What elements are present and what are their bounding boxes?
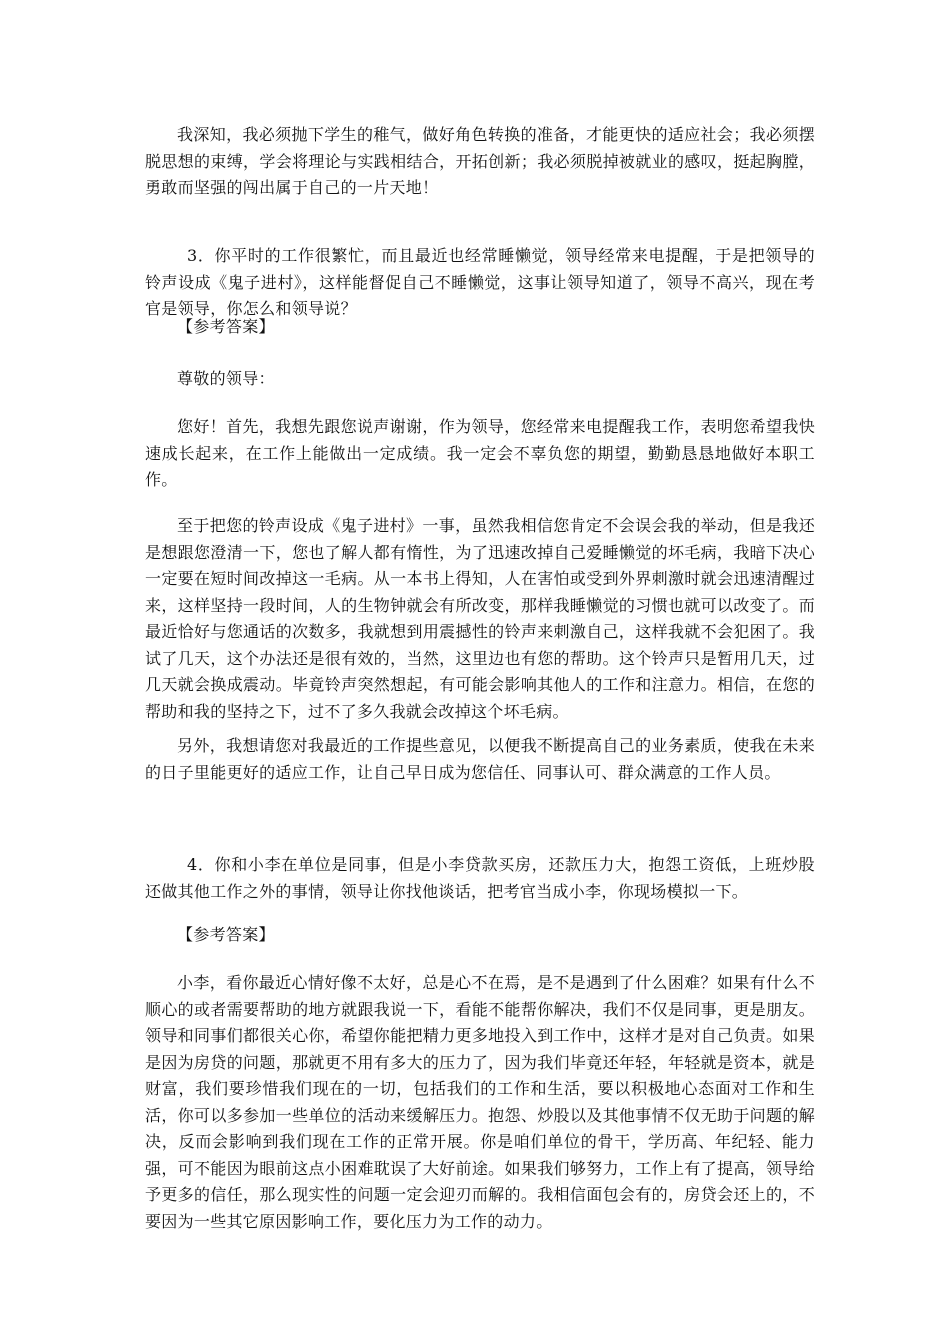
answer-3-paragraph-3: 另外，我想请您对我最近的工作提些意见，以便我不断提高自己的业务素质，使我在未来的日子里能更好的适应工作，让自己早日成为您信任、同事认可、群众满意的工作人员。 xyxy=(145,736,815,782)
question-4: 4．你和小李在单位是同事，但是小李贷款买房，还款压力大，抱怨工资低，上班炒股还做其他工作之外的事情，领导让你找他谈话，把考官当成小李，你现场模拟一下。 xyxy=(145,855,815,901)
answer-3-paragraph-2: 至于把您的铃声设成《鬼子进村》一事，虽然我相信您肯定不会误会我的举动，但是我还是想跟您澄清一下，您也了解人都有惰性，为了迅速改掉自己爱睡懒觉的坏毛病，我暗下决心一定要在短时间改掉这一毛病。从一本书上得知，人在害怕或受到外界刺激时就会迅速清醒过来，这样坚持一段时间，人的生物钟就会有所改变，那样我睡懒觉的习惯也就可以改变了。而最近恰好与您通话的次数多，我就想到用震撼性的铃声来刺激自己，这样我就不会犯困了。我试了几天，这个办法还是很有效的，当然，这里边也有您的帮助。这个铃声只是暂用几天，过几天就会换成震动。毕竟铃声突然想起，有可能会影响其他人的工作和注意力。相信，在您的帮助和我的坚持之下，过不了多久我就会改掉这个坏毛病。 xyxy=(145,516,815,721)
answer-4-paragraph-1: 小李，看你最近心情好像不太好，总是心不在焉，是不是遇到了什么困难？如果有什么不顺心的或者需要帮助的地方就跟我说一下，看能不能帮你解决，我们不仅是同事，更是朋友。领导和同事们都很关心你，希望你能把精力更多地投入到工作中，这样才是对自己负责。如果是因为房贷的问题，那就更不用有多大的压力了，因为我们毕竟还年轻，年轻就是资本，就是财富，我们要珍惜我们现在的一切，包括我们的工作和生活，要以积极地心态面对工作和生活，你可以多参加一些单位的活动来缓解压力。抱怨、炒股以及其他事情不仅无助于问题的解决，反而会影响到我们现在工作的正常开展。你是咱们单位的骨干，学历高、年纪轻、能力强，可不能因为眼前这点小困难耽误了大好前途。如果我们够努力，工作上有了提高，领导给予更多的信任，那么现实性的问题一定会迎刃而解的。我相信面包会有的，房贷会还上的，不要因为一些其它原因影响工作，要化压力为工作的动力。 xyxy=(145,973,815,1231)
salutation: 尊敬的领导： xyxy=(177,369,275,388)
question-3: 3．你平时的工作很繁忙，而且最近也经常睡懒觉，领导经常来电提醒，于是把领导的铃声设成《鬼子进村》，这样能督促自己不睡懒觉，这事让领导知道了，领导不高兴，现在考官是领导，你怎么和领导说？ xyxy=(145,246,815,318)
paragraph-intro: 我深知，我必须抛下学生的稚气，做好角色转换的准备，才能更快的适应社会；我必须摆脱思想的束缚，学会将理论与实践相结合，开拓创新；我必须脱掉被就业的感叹，挺起胸膛，勇敢而坚强的闯出属于自己的一片天地！ xyxy=(145,125,815,197)
reference-answer-label-2: 【参考答案】 xyxy=(177,925,275,944)
answer-3-paragraph-1: 您好！首先，我想先跟您说声谢谢，作为领导，您经常来电提醒我工作，表明您希望我快速成长起来，在工作上能做出一定成绩。我一定会不辜负您的期望，勤勤恳恳地做好本职工作。 xyxy=(145,417,815,489)
reference-answer-label-1: 【参考答案】 xyxy=(177,317,275,336)
